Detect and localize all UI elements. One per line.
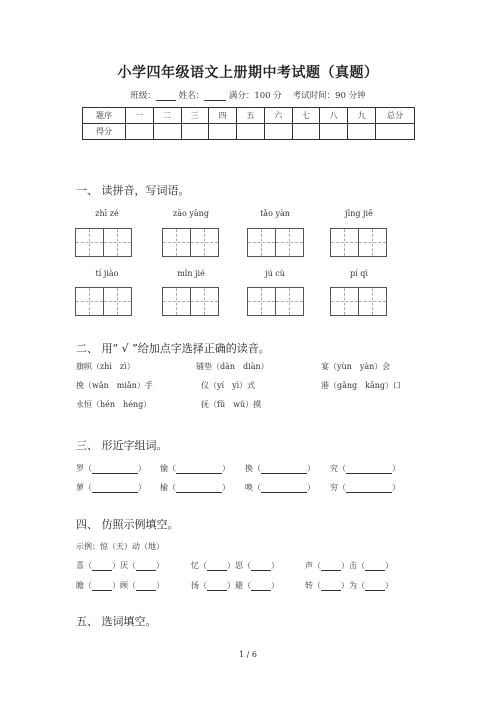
pinyin: mǐn jié — [177, 269, 205, 278]
answer-blank[interactable] — [92, 581, 112, 591]
answer-blank[interactable] — [176, 483, 222, 493]
answer-blank[interactable] — [365, 581, 385, 591]
pinyin: jīng jiē — [345, 209, 373, 218]
answer-blank[interactable] — [346, 464, 392, 474]
word-item: 萝（ ） — [76, 483, 146, 492]
score-input[interactable] — [376, 124, 415, 140]
pronunciation-item[interactable]: 仪（yí yì）式 — [201, 381, 256, 390]
writing-grid[interactable] — [75, 228, 132, 257]
pronunciation-item[interactable]: 宴（yùn yàn）会 — [321, 362, 391, 371]
score-input[interactable] — [320, 124, 348, 140]
score-input[interactable] — [153, 124, 181, 140]
score-input[interactable] — [264, 124, 292, 140]
writing-grid[interactable] — [247, 228, 304, 257]
answer-blank[interactable] — [251, 561, 271, 571]
score-cell: 八 — [320, 108, 348, 124]
score-input[interactable] — [237, 124, 265, 140]
section-3-heading: 三、 形近字组词。 — [76, 439, 168, 452]
word-item: 换（ ） — [245, 464, 315, 473]
idiom-item: 喜（ ）厌（ ） — [76, 561, 164, 570]
example-text: 示例：惊（天）动（地） — [76, 542, 164, 551]
score-cell: 一 — [126, 108, 154, 124]
score-input[interactable] — [292, 124, 320, 140]
page-number: 1 / 6 — [239, 650, 257, 659]
class-label: 班级： — [130, 91, 156, 101]
name-blank — [204, 91, 226, 101]
answer-blank[interactable] — [321, 561, 341, 571]
pronunciation-item[interactable]: 港（gǎng kǎng）口 — [321, 381, 402, 390]
writing-grid[interactable] — [330, 287, 387, 316]
writing-grid[interactable] — [330, 228, 387, 257]
pinyin: tǎo yàn — [260, 209, 290, 218]
answer-blank[interactable] — [207, 561, 227, 571]
answer-blank[interactable] — [176, 464, 222, 474]
answer-blank[interactable] — [136, 561, 156, 571]
section-1-heading: 一、 读拼音，写词语。 — [76, 184, 190, 197]
score-cell: 题序 — [83, 108, 126, 124]
exam-time: 考试时间：90 分钟 — [292, 91, 366, 101]
writing-grid[interactable] — [75, 287, 132, 316]
score-header-row — [83, 108, 415, 124]
section-2-heading: 二、 用“ √ ”给加点字选择正确的读音。 — [76, 342, 270, 355]
pinyin: pí qì — [350, 269, 368, 278]
score-cell: 四 — [209, 108, 237, 124]
idiom-item: 扬（ ）避（ ） — [191, 581, 279, 590]
word-item: 愉（ ） — [160, 464, 230, 473]
score-cell: 九 — [348, 108, 376, 124]
word-item: 唤（ ） — [245, 483, 315, 492]
answer-blank[interactable] — [136, 581, 156, 591]
score-input[interactable] — [209, 124, 237, 140]
writing-grid[interactable] — [247, 287, 304, 316]
score-input[interactable] — [181, 124, 209, 140]
pinyin: jú cù — [265, 269, 285, 278]
answer-blank[interactable] — [261, 483, 307, 493]
answer-blank[interactable] — [365, 561, 385, 571]
score-cell: 三 — [181, 108, 209, 124]
answer-blank[interactable] — [207, 581, 227, 591]
word-item: 究（ ） — [330, 464, 400, 473]
section-4-heading: 四、 仿照示例填空。 — [76, 518, 179, 531]
pronunciation-item[interactable]: 旗帜（zhì zì） — [76, 362, 135, 371]
page-title: 小学四年级语文上册期中考试题（真题） — [117, 65, 379, 81]
word-item: 榆（ ） — [160, 483, 230, 492]
idiom-item: 忆（ ）思（ ） — [191, 561, 279, 570]
class-blank — [156, 91, 176, 101]
answer-blank[interactable] — [92, 561, 112, 571]
answer-blank[interactable] — [251, 581, 271, 591]
pronunciation-item[interactable]: 抚（fǔ wǔ）摸 — [201, 400, 262, 409]
answer-blank[interactable] — [321, 581, 341, 591]
answer-blank[interactable] — [261, 464, 307, 474]
pinyin: zhī zé — [95, 209, 119, 218]
score-cell: 七 — [292, 108, 320, 124]
score-input[interactable] — [348, 124, 376, 140]
score-input[interactable] — [126, 124, 154, 140]
idiom-item: 声（ ）击（ ） — [305, 561, 393, 570]
pinyin: zāo yāng — [173, 209, 209, 218]
section-5-heading: 五、 选词填空。 — [76, 615, 157, 628]
pronunciation-item[interactable]: 永恒（hén héng） — [76, 400, 152, 409]
word-item: 罗（ ） — [76, 464, 146, 473]
answer-blank[interactable] — [346, 483, 392, 493]
writing-grid[interactable] — [162, 228, 219, 257]
word-item: 穷（ ） — [330, 483, 400, 492]
name-label: 姓名： — [178, 91, 205, 101]
score-table — [82, 107, 415, 140]
answer-blank[interactable] — [92, 483, 138, 493]
score-value-row — [83, 124, 415, 140]
full-score: 满分：100 分 — [228, 91, 282, 101]
score-label: 得分 — [83, 124, 126, 140]
writing-grid[interactable] — [162, 287, 219, 316]
idiom-item: 瞻（ ）顾（ ） — [76, 581, 164, 590]
score-cell: 六 — [264, 108, 292, 124]
pinyin: tí jiào — [95, 269, 119, 278]
answer-blank[interactable] — [92, 464, 138, 474]
score-cell: 五 — [237, 108, 265, 124]
score-cell: 二 — [153, 108, 181, 124]
pronunciation-item[interactable]: 铺垫（dàn diàn） — [196, 362, 269, 371]
exam-info — [0, 89, 496, 101]
score-cell: 总分 — [376, 108, 415, 124]
idiom-item: 转（ ）为（ ） — [305, 581, 393, 590]
pronunciation-item[interactable]: 挽（wǎn miǎn）手 — [76, 381, 153, 390]
